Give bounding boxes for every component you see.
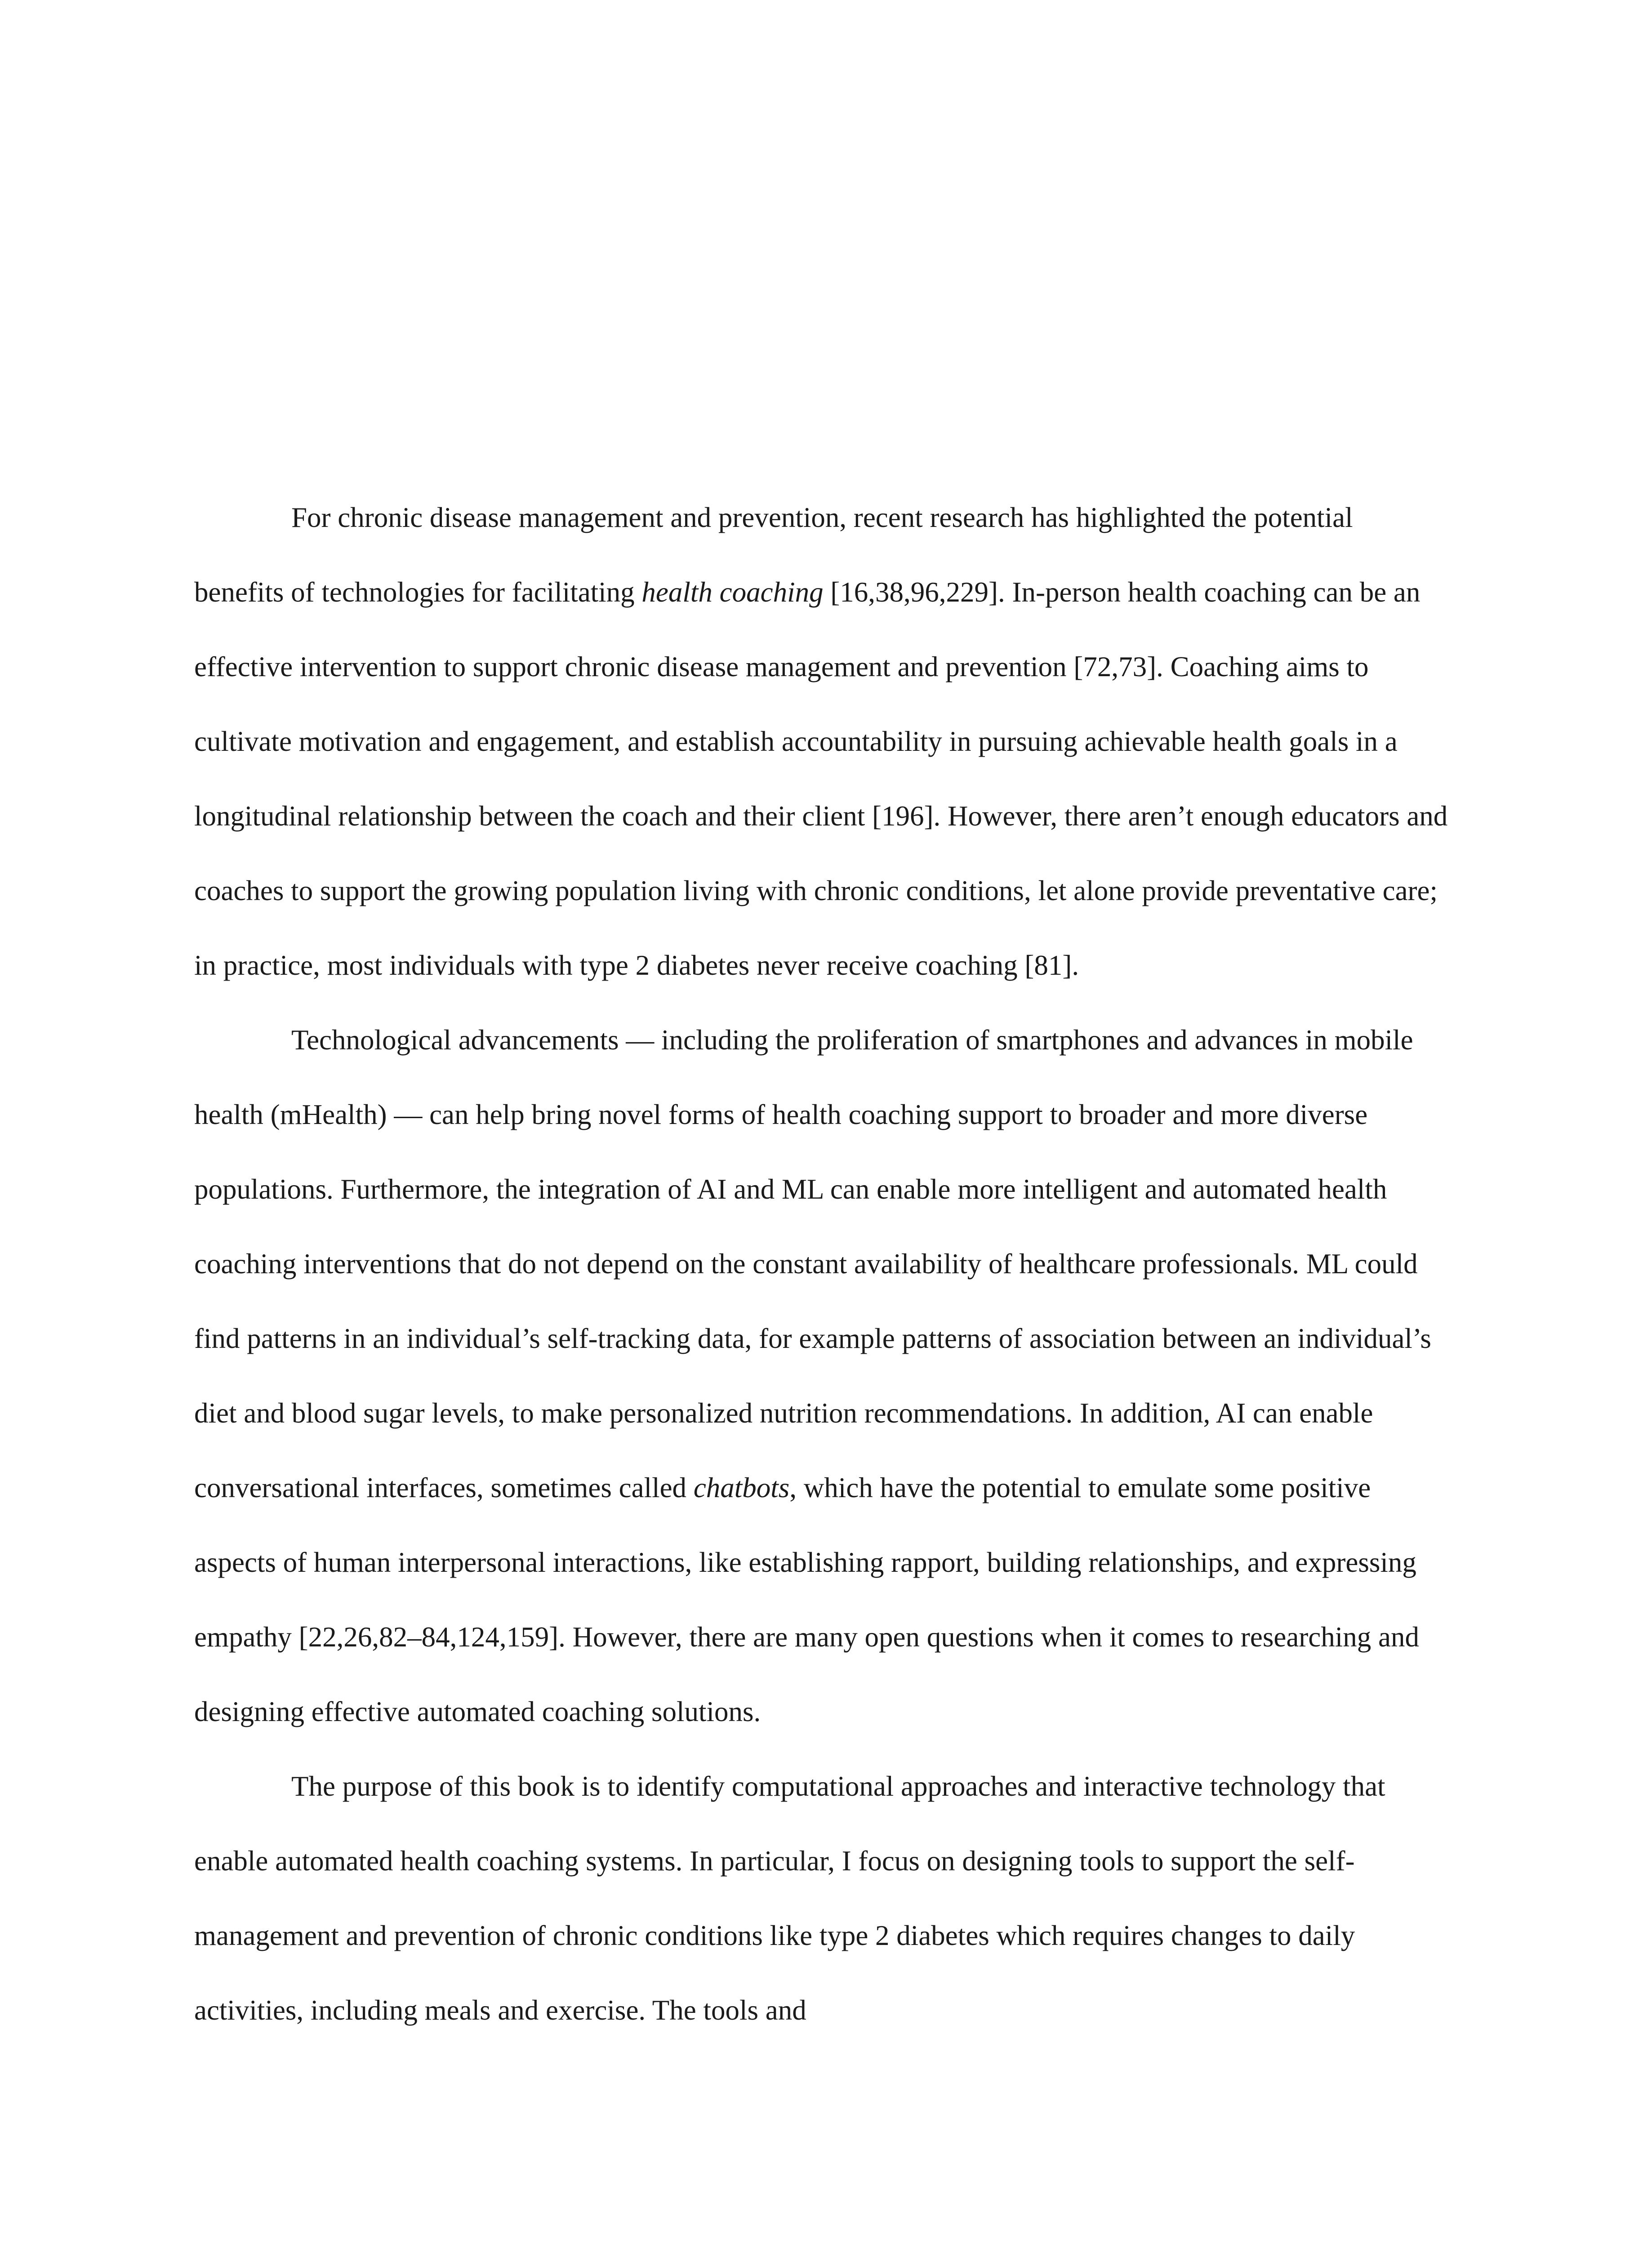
paragraph-text: The purpose of this book is to identify computational approaches and interactive technology that enable automated health coaching systems. In particular, I focus on designing tools to support the self-management and prevention of chronic conditions like type 2 diabetes which requires changes to daily activities, including meals and exercise. The tools and — [194, 1771, 1385, 2026]
paragraph-health-coaching-intro — [194, 480, 1448, 1003]
body-text — [194, 480, 1448, 2047]
paragraph-technological-advancements — [194, 1003, 1448, 1749]
paragraph-text: [16,38,96,229]. In-person health coaching can be an effective intervention to support chronic disease management and prevention [72,73]. Coaching aims to cultivate motivation and engagement, and establish accountability in pursuing achievable health goals in a longitudinal relationship between the coach and their client [196]. However, there aren’t enough educators and coaches to support the growing population living with chronic conditions, let alone provide preventative care; in practice, most individuals with type 2 diabetes never receive coaching [81]. — [194, 576, 1448, 981]
paragraph-text: Technological advancements — including the proliferation of smartphones and advances in mobile health (mHealth) — can help bring novel forms of health coaching support to broader and more diverse populations. Furthermore, the integration of AI and ML can enable more intelligent and automated health coaching interventions that do not depend on the constant availability of healthcare professionals. ML could find patterns in an individual’s self-tracking data, for example patterns of association between an individual’s diet and blood sugar levels, to make personalized nutrition recommendations. In addition, AI can enable conversational interfaces, sometimes called — [194, 1024, 1431, 1503]
paragraph-text: , which have the potential to emulate some positive aspects of human interpersonal interactions, like establishing rapport, building relationships, and expressing empathy [22,26,82–84,124,159]. However, there are many open questions when it comes to researching and designing effective automated coaching solutions. — [194, 1472, 1419, 1727]
italic-term-health-coaching: health coaching — [641, 576, 824, 608]
paragraph-book-purpose — [194, 1749, 1448, 2047]
paragraph-text: For chronic disease management and prevention, recent research has highlighted the potential benefits of technologies for facilitating — [194, 502, 1353, 608]
italic-term-chatbots: chatbots — [693, 1472, 790, 1503]
